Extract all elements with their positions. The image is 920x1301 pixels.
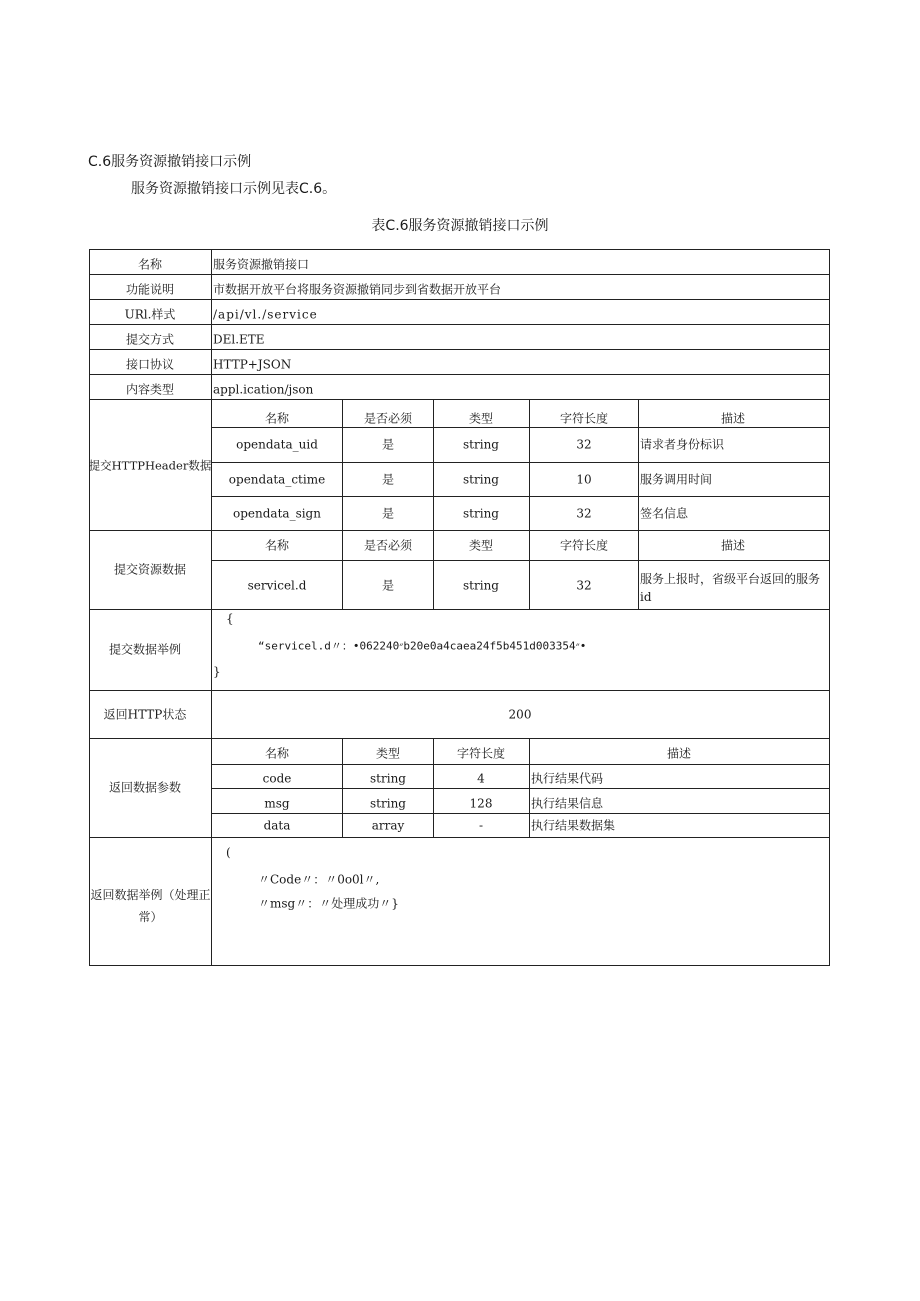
header-col-desc: 描述: [720, 411, 746, 426]
http-status-label: 返回HTTP状态: [103, 707, 187, 722]
resource-section-label: 提交资源数据: [113, 562, 187, 577]
return-row-desc: 执行结果代码: [531, 771, 604, 786]
header-row-desc: 签名信息: [640, 506, 689, 521]
return-row-type: array: [371, 818, 405, 833]
return-example-line2: 〃msg〃：〃处理成功〃}: [258, 896, 399, 911]
submit-example-open: {: [226, 611, 234, 626]
submit-example-label: 提交数据举例: [108, 642, 182, 657]
resource-row-type: string: [463, 578, 499, 593]
header-row-name: opendata_uid: [236, 437, 318, 452]
content-type-value: appl.ication/json: [213, 382, 314, 397]
return-row-length: 4: [477, 771, 485, 786]
header-col-length: 字符长度: [559, 411, 609, 426]
function-value: 市数据开放平台将服务资源撤销同步到省数据开放平台: [213, 282, 502, 297]
header-row-length: 10: [576, 472, 592, 487]
section-intro: 服务资源撤销接口示例见表C.6。: [131, 181, 337, 197]
method-value: DEl.ETE: [213, 332, 265, 347]
submit-example-line: “servicel.d〃：•״062240b20e0a4caea24f5b451d003354״•: [258, 639, 587, 653]
header-row-type: string: [463, 437, 499, 452]
return-example-label: 返回数据举例（处理正常）: [90, 888, 211, 924]
header-row-desc: 请求者身份标识: [640, 437, 725, 452]
return-row-name: code: [262, 771, 292, 786]
resource-row-required: 是: [381, 578, 395, 593]
header-row-type: string: [463, 472, 499, 487]
table-caption: 表C.6服务资源撤销接口示例: [371, 218, 549, 234]
header-row-name: opendata_sign: [233, 506, 321, 521]
header-row-required: 是: [381, 472, 395, 487]
header-col-required: 是否必须: [363, 411, 413, 426]
return-col-desc: 描述: [666, 746, 692, 761]
protocol-label: 接口协议: [125, 357, 175, 372]
content-type-label: 内容类型: [125, 382, 175, 397]
function-label: 功能说明: [125, 282, 175, 297]
return-row-length: 128: [469, 796, 493, 811]
header-row-type: string: [463, 506, 499, 521]
header-row-required: 是: [381, 506, 395, 521]
method-label: 提交方式: [125, 332, 175, 347]
return-row-desc: 执行结果数据集: [531, 818, 616, 833]
submit-example-close: }: [213, 664, 221, 679]
header-col-type: 类型: [468, 411, 494, 426]
header-col-name: 名称: [264, 411, 290, 426]
resource-col-type: 类型: [468, 538, 494, 553]
name-value: 服务资源撤销接口: [213, 257, 310, 272]
url-label: URl.样式: [124, 307, 176, 322]
resource-col-desc: 描述: [720, 538, 746, 553]
header-row-required: 是: [381, 437, 395, 452]
header-row-name: opendata_ctime: [228, 472, 326, 487]
return-row-name: msg: [264, 796, 290, 811]
header-row-length: 32: [576, 506, 592, 521]
return-row-length: -: [478, 818, 484, 833]
resource-row-name: servicel.d: [247, 578, 307, 593]
return-row-desc: 执行结果信息: [531, 796, 604, 811]
url-value: /api/vl./service: [213, 307, 318, 322]
return-example-line1: 〃Code〃：〃0o0l〃,: [258, 872, 380, 887]
return-col-name: 名称: [264, 746, 290, 761]
return-col-length: 字符长度: [456, 746, 506, 761]
return-row-type: string: [370, 796, 406, 811]
resource-row-desc: 服务上报时，省级平台返回的服务id: [640, 572, 821, 604]
protocol-value: HTTP+JSON: [213, 357, 292, 372]
resource-col-name: 名称: [264, 538, 290, 553]
http-status-value: 200: [508, 707, 532, 722]
header-row-length: 32: [576, 437, 592, 452]
resource-row-length: 32: [576, 578, 592, 593]
name-label: 名称: [137, 257, 163, 272]
return-row-name: data: [263, 818, 291, 833]
section-heading: C.6服务资源撤销接口示例: [88, 154, 252, 170]
resource-col-length: 字符长度: [559, 538, 609, 553]
return-params-label: 返回数据参数: [108, 780, 182, 795]
return-example-open: (: [226, 845, 231, 860]
header-row-desc: 服务调用时间: [640, 472, 713, 487]
header-section-label: 提交HTTPHeader数据: [88, 458, 212, 473]
return-row-type: string: [370, 771, 406, 786]
return-col-type: 类型: [375, 746, 401, 761]
resource-col-required: 是否必须: [363, 538, 413, 553]
